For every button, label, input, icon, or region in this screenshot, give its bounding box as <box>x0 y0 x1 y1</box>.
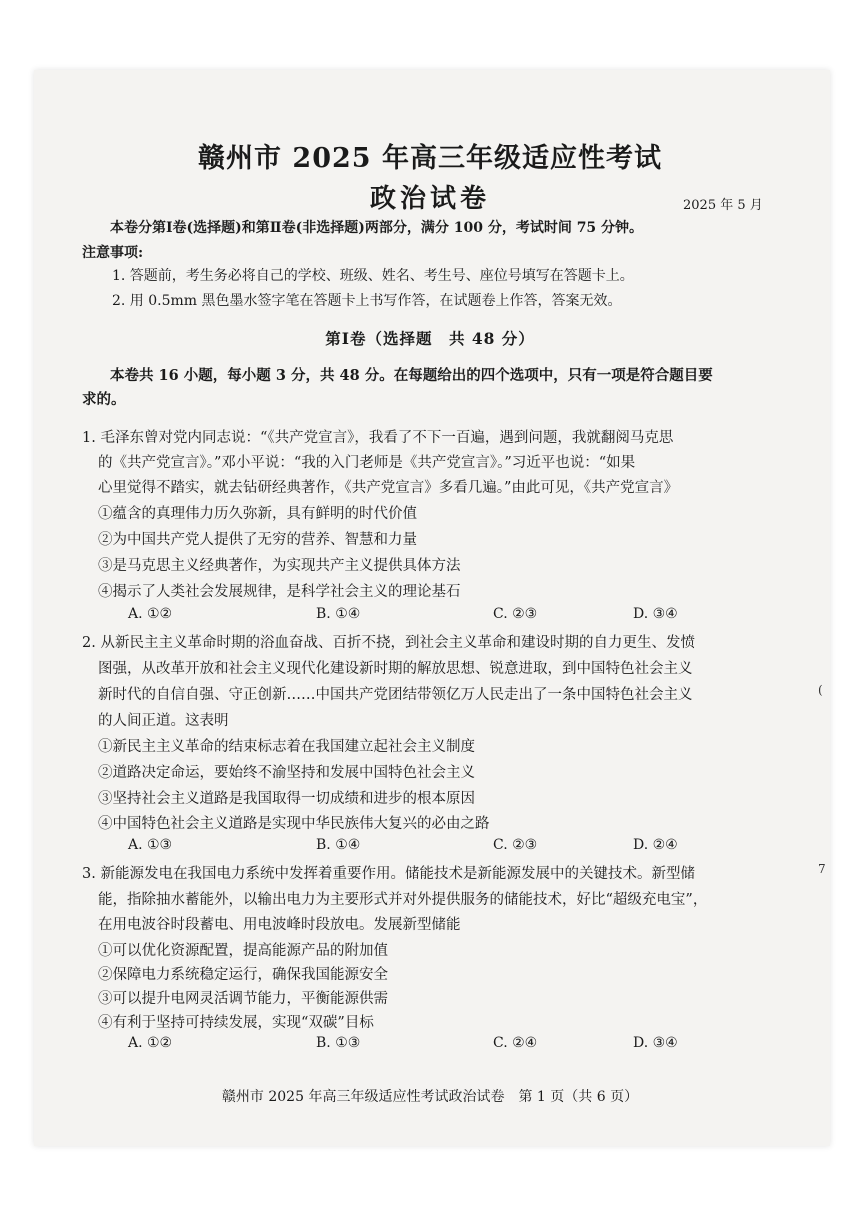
question-1-stem-line: 的《共产党宣言》。”邓小平说：“我的入门老师是《共产党宣言》。”习近平也说：“如果 <box>98 455 636 471</box>
question-2-statement: ①新民主主义革命的结束标志着在我国建立起社会主义制度 <box>98 739 475 755</box>
section-instructions: 本卷共 16 小题，每小题 3 分，共 48 分。在每题给出的四个选项中，只有一项是符合题目要 <box>110 367 713 384</box>
question-2-choice-b: B. ①④ <box>316 837 361 853</box>
question-2-stem-line: 图强，从改革开放和社会主义现代化建设新时期的解放思想、锐意进取，到中国特色社会主义 <box>98 661 693 677</box>
question-3-statement: ②保障电力系统稳定运行，确保我国能源安全 <box>98 967 388 983</box>
question-3-choice-d: D. ③④ <box>633 1035 678 1051</box>
question-1-statement: ②为中国共产党人提供了无穷的营养、智慧和力量 <box>98 532 417 548</box>
question-1-stem-line: 心里觉得不踏实，就去钻研经典著作，《共产党宣言》多看几遍。”由此可见，《共产党宣言》 <box>98 480 679 496</box>
notice-item: 2. 用 0.5mm 黑色墨水签字笔在答题卡上书写作答，在试题卷上作答，答案无效。 <box>112 293 622 309</box>
exam-title: 赣州市 2025 年高三年级适应性考试 <box>198 143 662 174</box>
exam-intro: 本卷分第Ⅰ卷(选择题)和第Ⅱ卷(非选择题)两部分，满分 100 分，考试时间 75 分钟。 <box>110 220 644 236</box>
question-3-statement: ①可以优化资源配置，提高能源产品的附加值 <box>98 943 388 959</box>
question-2-stem-line: 的人间正道。这表明 <box>98 713 229 729</box>
page-footer: 赣州市 2025 年高三年级适应性考试政治试卷 第 1 页（共 6 页） <box>221 1089 639 1105</box>
question-2-stem: 2. 从新民主主义革命时期的浴血奋战、百折不挠，到社会主义革命和建设时期的自力更生、发愤 <box>82 635 695 651</box>
question-2-statement: ②道路决定命运，要始终不渝坚持和发展中国特色社会主义 <box>98 765 475 781</box>
question-2-choice-d: D. ②④ <box>633 837 678 853</box>
question-1-stem: 1. 毛泽东曾对党内同志说：“《共产党宣言》，我看了不下一百遍，遇到问题，我就翻阅马克思 <box>82 430 674 446</box>
margin-mark: ( <box>818 683 823 697</box>
notice-heading: 注意事项: <box>82 245 144 261</box>
question-2-choice-a: A. ①③ <box>128 837 173 853</box>
question-1-choice-c: C. ②③ <box>493 606 538 622</box>
question-1-statement: ④揭示了人类社会发展规律，是科学社会主义的理论基石 <box>98 584 461 600</box>
question-3-statement: ③可以提升电网灵活调节能力，平衡能源供需 <box>98 991 388 1007</box>
question-3-statement: ④有利于坚持可持续发展，实现“双碳”目标 <box>98 1015 374 1031</box>
question-1-choice-d: D. ③④ <box>633 606 678 622</box>
question-1-statement: ③是马克思主义经典著作，为实现共产主义提供具体方法 <box>98 558 461 574</box>
question-1-choice-b: B. ①④ <box>316 606 361 622</box>
question-3-stem-line: 能，指除抽水蓄能外，以输出电力为主要形式并对外提供服务的储能技术，好比“超级充电宝”， <box>98 892 708 908</box>
margin-mark: 7 <box>818 862 826 876</box>
section-heading: 第Ⅰ卷（选择题 共 48 分） <box>325 329 535 348</box>
question-3-choice-b: B. ①③ <box>316 1035 361 1051</box>
exam-subject: 政治试卷 <box>369 184 490 214</box>
question-1-choice-a: A. ①② <box>128 606 173 622</box>
exam-date: 2025 年 5 月 <box>683 198 763 213</box>
question-2-statement: ④中国特色社会主义道路是实现中华民族伟大复兴的必由之路 <box>98 816 490 832</box>
question-3-choice-c: C. ②④ <box>493 1035 538 1051</box>
question-2-choice-c: C. ②③ <box>493 837 538 853</box>
question-2-stem-line: 新时代的自信自强、守正创新……中国共产党团结带领亿万人民走出了一条中国特色社会主义 <box>98 687 693 703</box>
section-instructions-cont: 求的。 <box>82 391 126 408</box>
notice-item: 1. 答题前，考生务必将自己的学校、班级、姓名、考生号、座位号填写在答题卡上。 <box>112 268 634 284</box>
question-2-statement: ③坚持社会主义道路是我国取得一切成绩和进步的根本原因 <box>98 791 475 807</box>
question-3-stem: 3. 新能源发电在我国电力系统中发挥着重要作用。储能技术是新能源发展中的关键技术。新型储 <box>82 866 695 882</box>
question-3-choice-a: A. ①② <box>128 1035 173 1051</box>
question-1-statement: ①蕴含的真理伟力历久弥新，具有鲜明的时代价值 <box>98 506 417 522</box>
question-3-stem-line: 在用电波谷时段蓄电、用电波峰时段放电。发展新型储能 <box>98 917 461 933</box>
